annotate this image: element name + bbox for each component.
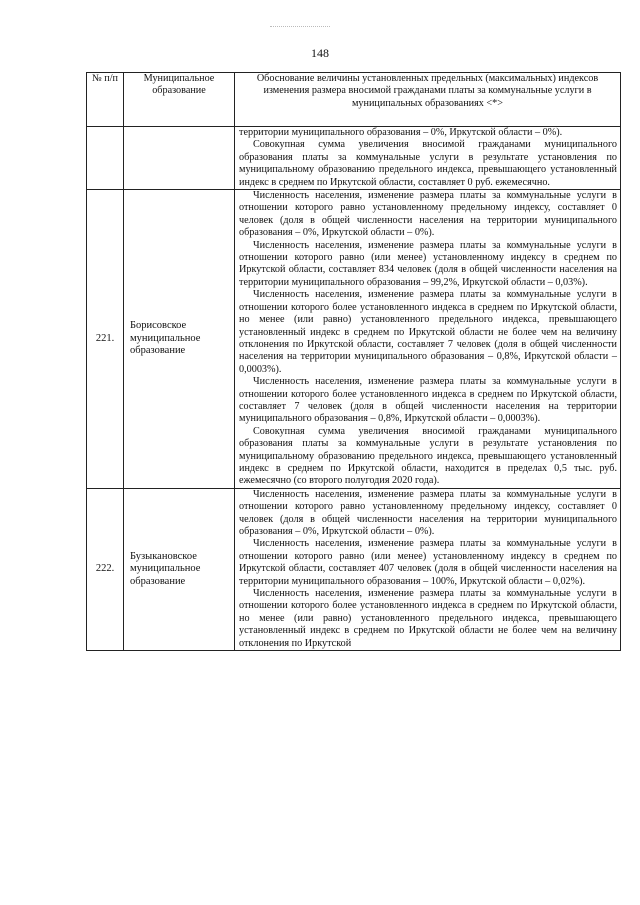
justification-paragraph: Численность населения, изменение размера платы за коммунальные услуги в отношении которого более установленного индекса в среднем по Иркутской области, составляет 7 человек (доля в общей численности населения на территории муниципального образования – 0,8%, Иркутской области – 0,0003%).: [239, 376, 617, 425]
tariff-index-table: [86, 72, 621, 651]
continuation-justification-cell: [235, 127, 621, 190]
scan-artifact: [262, 8, 342, 18]
municipality-name: Бузыкановское муниципальное образование: [124, 488, 235, 650]
continuation-num-cell: [87, 127, 124, 190]
scan-artifact-line: [270, 26, 330, 31]
table-header-row: [87, 73, 621, 127]
header-justification: Обоснование величины установленных предельных (максимальных) индексов изменения размера вносимой гражданами платы за коммунальные услуги в муниципальных образованиях <*>: [235, 73, 621, 127]
justification-paragraph: Численность населения, изменение размера платы за коммунальные услуги в отношении которого равно установленному предельному индексу, составляет 0 человек (доля в общей численности населения на территории муниципального образования – 0%, Иркутской области – 0%).: [239, 190, 617, 239]
justification-paragraph: Совокупная сумма увеличения вносимой гражданами муниципального образования платы за коммунальные услуги в результате установления по муниципальному образованию предельного индекса, превышающего установленный индекс в среднем по Иркутской области, составляет 0 руб. ежемесячно.: [239, 139, 617, 188]
row-number: 222.: [87, 488, 124, 650]
justification-cell: [235, 488, 621, 650]
page-number: 148: [311, 46, 329, 60]
municipality-name: Борисовское муниципальное образование: [124, 190, 235, 489]
justification-paragraph: территории муниципального образования – 0%, Иркутской области – 0%).: [239, 127, 563, 138]
header-municipality: Муниципальное образование: [124, 73, 235, 127]
justification-paragraph: Численность населения, изменение размера платы за коммунальные услуги в отношении которого равно установленному предельному индексу, составляет 0 человек (доля в общей численности населения на территории муниципального образования – 0%, Иркутской области – 0%).: [239, 488, 617, 537]
justification-paragraph: Численность населения, изменение размера платы за коммунальные услуги в отношении которого более установленного индекса в среднем по Иркутской области, но менее (или равно) установленного предельного индекса, превышающего установленный индекс в среднем по Иркутской области не более чем на величину отклонения по Иркутской: [239, 588, 617, 649]
justification-paragraph: Численность населения, изменение размера платы за коммунальные услуги в отношении которого равно (или менее) установленному индексу в среднем по Иркутской области, составляет 834 человек (доля в общей численности населения на территории муниципального образования – 99,2%, Иркутской области – 0,03%).: [239, 239, 617, 288]
table-row: [87, 190, 621, 489]
table-row-continuation: [87, 127, 621, 190]
table-row: [87, 488, 621, 650]
justification-paragraph: Численность населения, изменение размера платы за коммунальные услуги в отношении которого равно (или менее) установленному индексу в среднем по Иркутской области, составляет 407 человек (доля в общей численности населения на территории муниципального образования – 100%, Иркутской области – 0,02%).: [239, 538, 617, 587]
header-num: № п/п: [87, 73, 124, 127]
continuation-municipality-cell: [124, 127, 235, 190]
justification-paragraph: Численность населения, изменение размера платы за коммунальные услуги в отношении которого более установленного индекса в среднем по Иркутской области, но менее (или равно) установленного предельного индекса, превышающего установленный индекс в среднем по Иркутской области не более чем на величину отклонения по Иркутской области, составляет 7 человек (доля в общей численности населения на территории муниципального образования – 0,8%, Иркутской области – 0,0003%).: [239, 289, 617, 375]
justification-cell: [235, 190, 621, 489]
justification-paragraph: Совокупная сумма увеличения вносимой гражданами муниципального образования платы за коммунальные услуги в результате установления по муниципальному образованию предельного индекса, превышающего установленный индекс в среднем по Иркутской области, находится в пределах 0,5 тыс. руб. ежемесячно (со второго полугодия 2020 года).: [239, 425, 617, 487]
row-number: 221.: [87, 190, 124, 489]
